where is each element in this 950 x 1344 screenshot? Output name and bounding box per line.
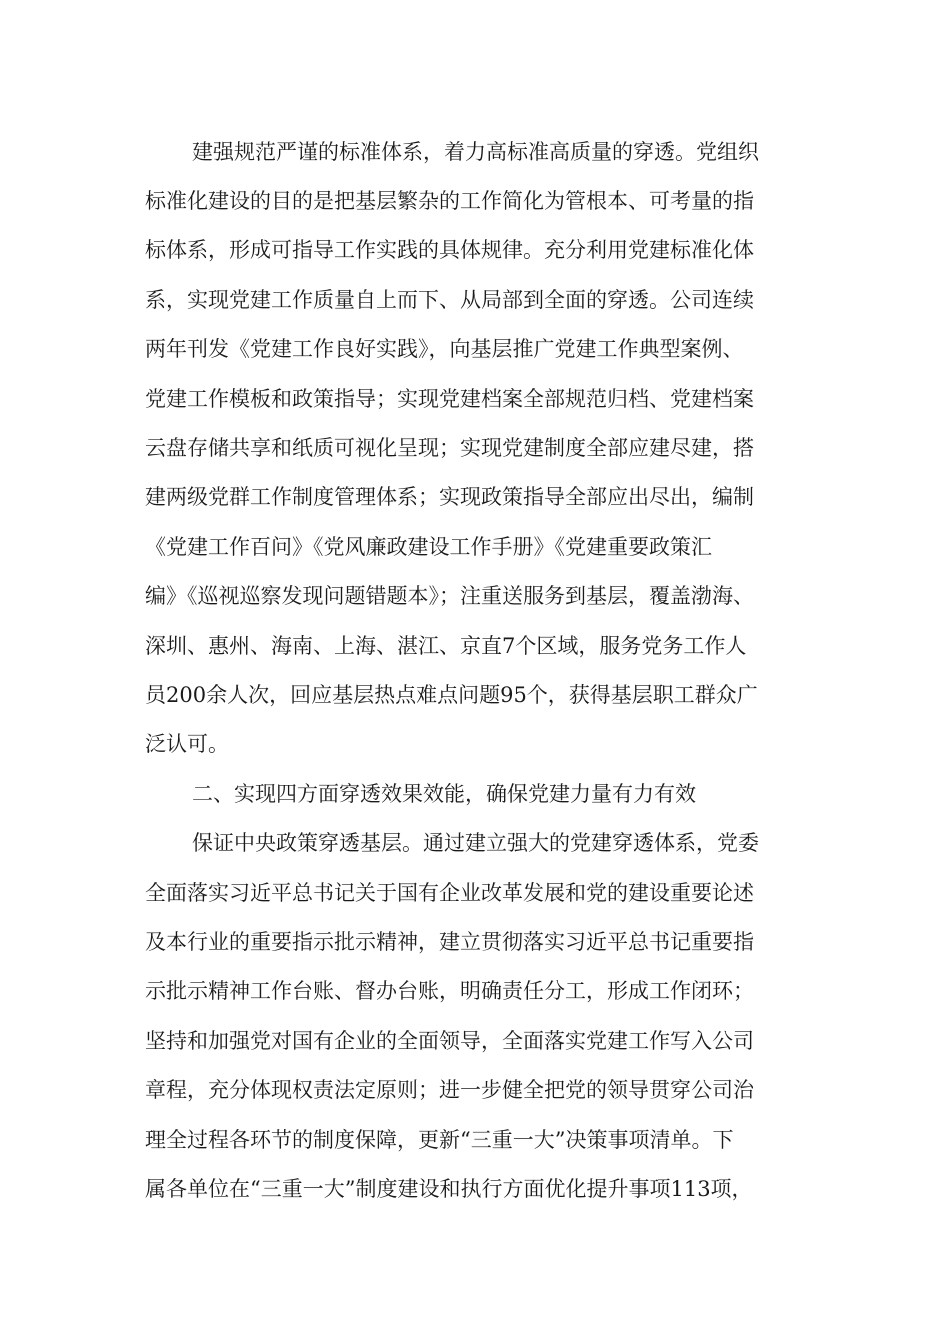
paragraph-line: 保证中央政策穿透基层。通过建立强大的党建穿透体系，党委 [192, 831, 759, 855]
paragraph-line: 属各单位在“三重一大”制度建设和执行方面优化提升事项113项， [145, 1177, 753, 1201]
paragraph-line: 泛认可。 [145, 732, 229, 756]
paragraph-line: 标体系，形成可指导工作实践的具体规律。充分利用党建标准化体 [145, 238, 754, 262]
paragraph-line: 理全过程各环节的制度保障，更新“三重一大”决策事项清单。下 [145, 1128, 734, 1152]
paragraph-line: 两年刊发《党建工作良好实践》，向基层推广党建工作典型案例、 [145, 337, 744, 361]
paragraph-line: 及本行业的重要指示批示精神，建立贯彻落实习近平总书记重要指 [145, 930, 754, 954]
paragraph-line: 示批示精神工作台账、督办台账，明确责任分工，形成工作闭环； [145, 979, 754, 1003]
paragraph-line: 《党建工作百问》《党风廉政建设工作手册》《党建重要政策汇 [145, 535, 712, 559]
paragraph-line: 编》《巡视巡察发现问题错题本》；注重送服务到基层，覆盖渤海、 [145, 584, 754, 608]
paragraph-line: 深圳、惠州、海南、上海、湛江、京直7个区域，服务党务工作人 [145, 634, 747, 658]
paragraph-line: 员200余人次，回应基层热点难点问题95个，获得基层职工群众广 [145, 683, 758, 707]
paragraph-line: 系，实现党建工作质量自上而下、从局部到全面的穿透。公司连续 [145, 288, 754, 312]
paragraph-line: 全面落实习近平总书记关于国有企业改革发展和党的建设重要论述 [145, 881, 754, 905]
paragraph-line: 建两级党群工作制度管理体系；实现政策指导全部应出尽出，编制 [145, 485, 754, 509]
section-heading: 二、实现四方面穿透效果效能，确保党建力量有力有效 [192, 782, 696, 806]
paragraph-line: 坚持和加强党对国有企业的全面领导，全面落实党建工作写入公司 [145, 1029, 754, 1053]
paragraph-line: 党建工作模板和政策指导；实现党建档案全部规范归档、党建档案 [145, 387, 754, 411]
paragraph-line: 标准化建设的目的是把基层繁杂的工作简化为管根本、可考量的指 [145, 189, 754, 213]
paragraph-line: 建强规范严谨的标准体系，着力高标准高质量的穿透。党组织 [192, 140, 759, 164]
paragraph-line: 云盘存储共享和纸质可视化呈现；实现党建制度全部应建尽建，搭 [145, 436, 754, 460]
paragraph-line: 章程，充分体现权责法定原则；进一步健全把党的领导贯穿公司治 [145, 1078, 754, 1102]
